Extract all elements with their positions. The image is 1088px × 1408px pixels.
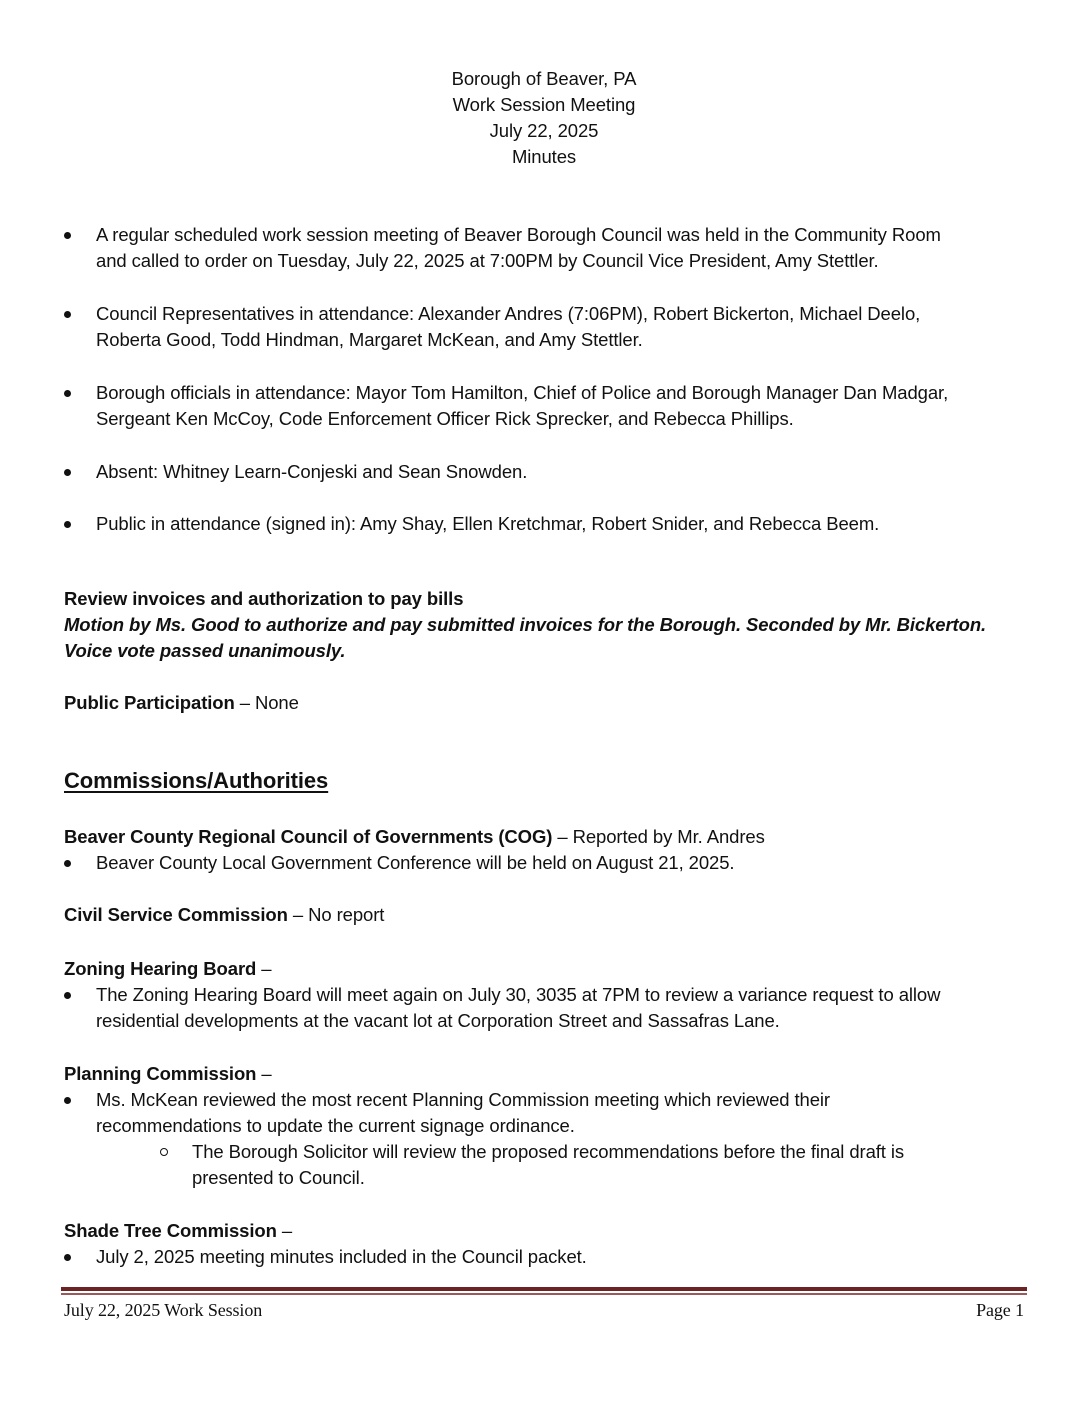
bullet-cog-conference — [64, 850, 1034, 876]
public-participation-value: – None — [234, 692, 299, 713]
civil-service-value: – No report — [287, 904, 385, 925]
planning-label: Planning Commission — [64, 1063, 257, 1084]
bullet-icon — [64, 1097, 71, 1104]
shade-tree-heading — [64, 1218, 1044, 1244]
commissions-section-title: Commissions/Authorities — [64, 768, 329, 793]
bullet-text: July 2, 2025 meeting minutes included in the Council packet. — [96, 1246, 587, 1267]
bullet-text: The Borough Solicitor will review the proposed recommendations before the final draft is — [192, 1141, 905, 1162]
zoning-heading — [64, 956, 1044, 982]
bullet-planning-review — [64, 1087, 1034, 1139]
document-type: Minutes — [511, 146, 577, 167]
bullet-public-attendance — [64, 511, 1034, 537]
bullet-text: The Zoning Hearing Board will meet again on July 30, 3035 at 7PM to review a variance request to allow — [96, 984, 941, 1005]
invoices-motion-line2: Voice vote passed unanimously. — [64, 640, 346, 661]
document-header — [0, 66, 1088, 170]
cog-value: – Reported by Mr. Andres — [552, 826, 765, 847]
bullet-icon — [64, 390, 71, 397]
bullet-text: Borough officials in attendance: Mayor Tom Hamilton, Chief of Police and Borough Manager Dan Madgar, — [96, 382, 949, 403]
bullet-text: Public in attendance (signed in): Amy Shay, Ellen Kretchmar, Robert Snider, and Rebecca Beem. — [96, 513, 880, 534]
civil-service-heading — [64, 902, 1044, 928]
shade-tree-value: – — [276, 1220, 293, 1241]
bullet-text: recommendations to update the current signage ordinance. — [96, 1115, 575, 1136]
bullet-council-attendance — [64, 301, 1034, 353]
bullet-icon — [64, 1254, 71, 1261]
invoices-heading: Review invoices and authorization to pay bills — [64, 588, 464, 609]
planning-heading — [64, 1061, 1044, 1087]
footer-document-label: July 22, 2025 Work Session — [64, 1300, 263, 1320]
footer-page-number: Page 1 — [976, 1300, 1024, 1320]
invoices-motion-line1: Motion by Ms. Good to authorize and pay submitted invoices for the Borough. Seconded by Mr. Bickerton. — [64, 614, 987, 635]
meeting-date: July 22, 2025 — [489, 120, 599, 141]
bullet-icon — [64, 992, 71, 999]
bullet-text: Absent: Whitney Learn-Conjeski and Sean Snowden. — [96, 461, 528, 482]
public-participation-label: Public Participation — [64, 692, 235, 713]
borough-name: Borough of Beaver, PA — [451, 68, 637, 89]
public-participation — [64, 690, 1044, 716]
bullet-text: Council Representatives in attendance: Alexander Andres (7:06PM), Robert Bickerton, Michael Deelo, — [96, 303, 921, 324]
civil-service-label: Civil Service Commission — [64, 904, 288, 925]
bullet-text: and called to order on Tuesday, July 22, 2025 at 7:00PM by Council Vice President, Amy Stettler. — [96, 250, 879, 271]
bullet-icon — [64, 232, 71, 239]
bullet-icon — [64, 469, 71, 476]
bullet-officials-attendance — [64, 380, 1034, 432]
bullet-absent — [64, 459, 1034, 485]
meeting-type: Work Session Meeting — [452, 94, 636, 115]
bullet-icon — [64, 860, 71, 867]
shade-tree-label: Shade Tree Commission — [64, 1220, 277, 1241]
bullet-text: presented to Council. — [192, 1167, 365, 1188]
bullet-icon — [64, 521, 71, 528]
footer-divider-thin — [61, 1293, 1027, 1295]
bullet-icon — [64, 311, 71, 318]
bullet-text: Beaver County Local Government Conference will be held on August 21, 2025. — [96, 852, 735, 873]
bullet-shade-tree-minutes — [64, 1244, 1034, 1270]
zoning-label: Zoning Hearing Board — [64, 958, 257, 979]
footer-divider — [61, 1287, 1027, 1291]
hollow-bullet-icon — [160, 1148, 168, 1156]
bullet-zoning-meeting — [64, 982, 1034, 1034]
cog-label: Beaver County Regional Council of Governments (COG) — [64, 826, 553, 847]
bullet-text: Ms. McKean reviewed the most recent Planning Commission meeting which reviewed their — [96, 1089, 830, 1110]
bullet-text: A regular scheduled work session meeting of Beaver Borough Council was held in the Community Room — [96, 224, 941, 245]
bullet-text: Roberta Good, Todd Hindman, Margaret McKean, and Amy Stettler. — [96, 329, 643, 350]
sub-bullet-solicitor-review — [160, 1139, 1020, 1191]
cog-heading — [64, 824, 1044, 850]
bullet-text: Sergeant Ken McCoy, Code Enforcement Officer Rick Sprecker, and Rebecca Phillips. — [96, 408, 794, 429]
bullet-text: residential developments at the vacant lot at Corporation Street and Sassafras Lane. — [96, 1010, 780, 1031]
bullet-call-to-order — [64, 222, 1034, 274]
planning-value: – — [256, 1063, 272, 1084]
zoning-value: – — [256, 958, 272, 979]
